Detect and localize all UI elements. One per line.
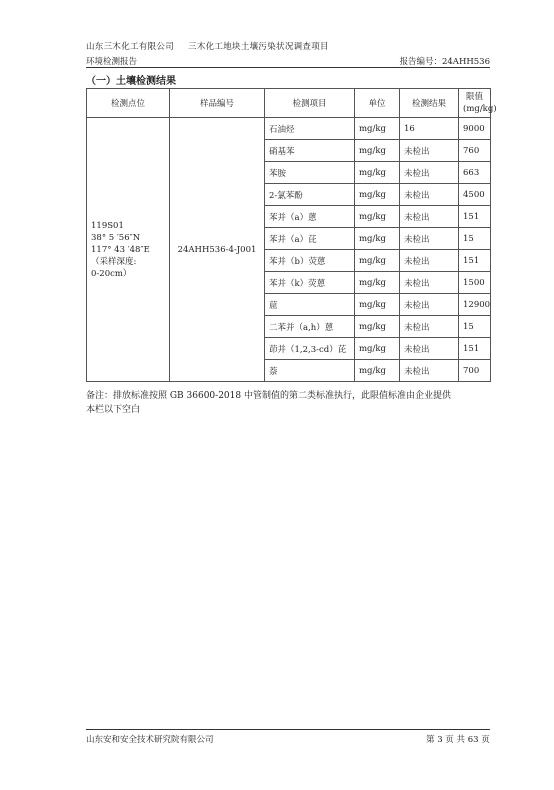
- header-org: 山东三木化工有限公司: [86, 42, 175, 52]
- col-header-limit: 限值 (mg/kg): [459, 89, 491, 118]
- location-line: 38° 5 ′56″N: [91, 232, 141, 243]
- item-cell: 苯并（k）荧蒽: [265, 272, 355, 294]
- result-cell: 未检出: [400, 250, 459, 272]
- unit-cell: mg/kg: [355, 118, 400, 140]
- limit-cell: 151: [459, 250, 491, 272]
- result-cell: 未检出: [400, 206, 459, 228]
- col-header-location: 检测点位: [87, 89, 170, 118]
- location-line: 117° 43 ′48″E: [91, 244, 150, 255]
- item-cell: 苯并（b）荧蒽: [265, 250, 355, 272]
- limit-cell: 15: [459, 228, 491, 250]
- item-cell: 苯胺: [265, 162, 355, 184]
- unit-cell: mg/kg: [355, 360, 400, 382]
- soil-results-table: [86, 88, 497, 382]
- remark-text: 备注：排放标准按照 GB 36600-2018 中管制值的第二类标准执行，此限值标准由企业提供: [86, 391, 451, 401]
- unit-cell: mg/kg: [355, 250, 400, 272]
- result-cell: 16: [400, 118, 459, 140]
- header-doc-type: 环境检测报告: [86, 57, 138, 67]
- footer-page-number: 第 3 页 共 63 页: [426, 735, 490, 745]
- limit-cell: 9000: [459, 118, 491, 140]
- unit-cell: mg/kg: [355, 184, 400, 206]
- header-line: [86, 40, 329, 52]
- limit-cell: 700: [459, 360, 491, 382]
- item-cell: 䓛: [265, 294, 355, 316]
- limit-cell: 15: [459, 316, 491, 338]
- table-row: [87, 118, 491, 140]
- location-line: （采样深度:: [91, 256, 137, 267]
- unit-cell: mg/kg: [355, 206, 400, 228]
- location-cell: [87, 118, 170, 382]
- item-cell: 二苯并（a,h）蒽: [265, 316, 355, 338]
- unit-cell: mg/kg: [355, 162, 400, 184]
- section-title: （一）土壤检测结果: [86, 76, 176, 87]
- limit-cell: 151: [459, 338, 491, 360]
- result-cell: 未检出: [400, 184, 459, 206]
- item-cell: 茚并（1,2,3-cd）芘: [265, 338, 355, 360]
- limit-cell: 4500: [459, 184, 491, 206]
- limit-cell: 1500: [459, 272, 491, 294]
- notes: [86, 389, 496, 417]
- footer-org: 山东安和安全技术研究院有限公司: [86, 735, 214, 745]
- unit-cell: mg/kg: [355, 272, 400, 294]
- limit-cell: 760: [459, 140, 491, 162]
- result-cell: 未检出: [400, 294, 459, 316]
- item-cell: 2-氯苯酚: [265, 184, 355, 206]
- footer-divider: [86, 729, 490, 730]
- sample-id-cell: 24AHH536-4-J001: [170, 118, 265, 382]
- result-cell: 未检出: [400, 316, 459, 338]
- header-divider: [86, 67, 490, 68]
- unit-cell: mg/kg: [355, 338, 400, 360]
- unit-cell: mg/kg: [355, 228, 400, 250]
- item-cell: 萘: [265, 360, 355, 382]
- col-header-unit: 单位: [355, 89, 400, 118]
- item-cell: 硝基苯: [265, 140, 355, 162]
- blank-marker: 本栏以下空白: [86, 405, 141, 415]
- unit-cell: mg/kg: [355, 294, 400, 316]
- limit-cell: 12900: [459, 294, 491, 316]
- result-cell: 未检出: [400, 338, 459, 360]
- table-header-row: [87, 89, 491, 118]
- unit-cell: mg/kg: [355, 316, 400, 338]
- item-cell: 苯并（a）蒽: [265, 206, 355, 228]
- location-line: 0-20cm）: [91, 268, 132, 279]
- item-cell: 苯并（a）芘: [265, 228, 355, 250]
- col-header-result: 检测结果: [400, 89, 459, 118]
- location-line: 119S01: [91, 220, 124, 231]
- col-header-sample-id: 样品编号: [170, 89, 265, 118]
- limit-cell: 663: [459, 162, 491, 184]
- result-cell: 未检出: [400, 162, 459, 184]
- result-cell: 未检出: [400, 360, 459, 382]
- result-cell: 未检出: [400, 272, 459, 294]
- header-report-number: 报告编号：24AHH536: [399, 57, 490, 67]
- results-table-container: [86, 88, 497, 382]
- unit-cell: mg/kg: [355, 140, 400, 162]
- header-project: 三木化工地块土壤污染状况调查项目: [188, 42, 329, 52]
- col-header-item: 检测项目: [265, 89, 355, 118]
- result-cell: 未检出: [400, 228, 459, 250]
- item-cell: 石油烃: [265, 118, 355, 140]
- limit-cell: 151: [459, 206, 491, 228]
- result-cell: 未检出: [400, 140, 459, 162]
